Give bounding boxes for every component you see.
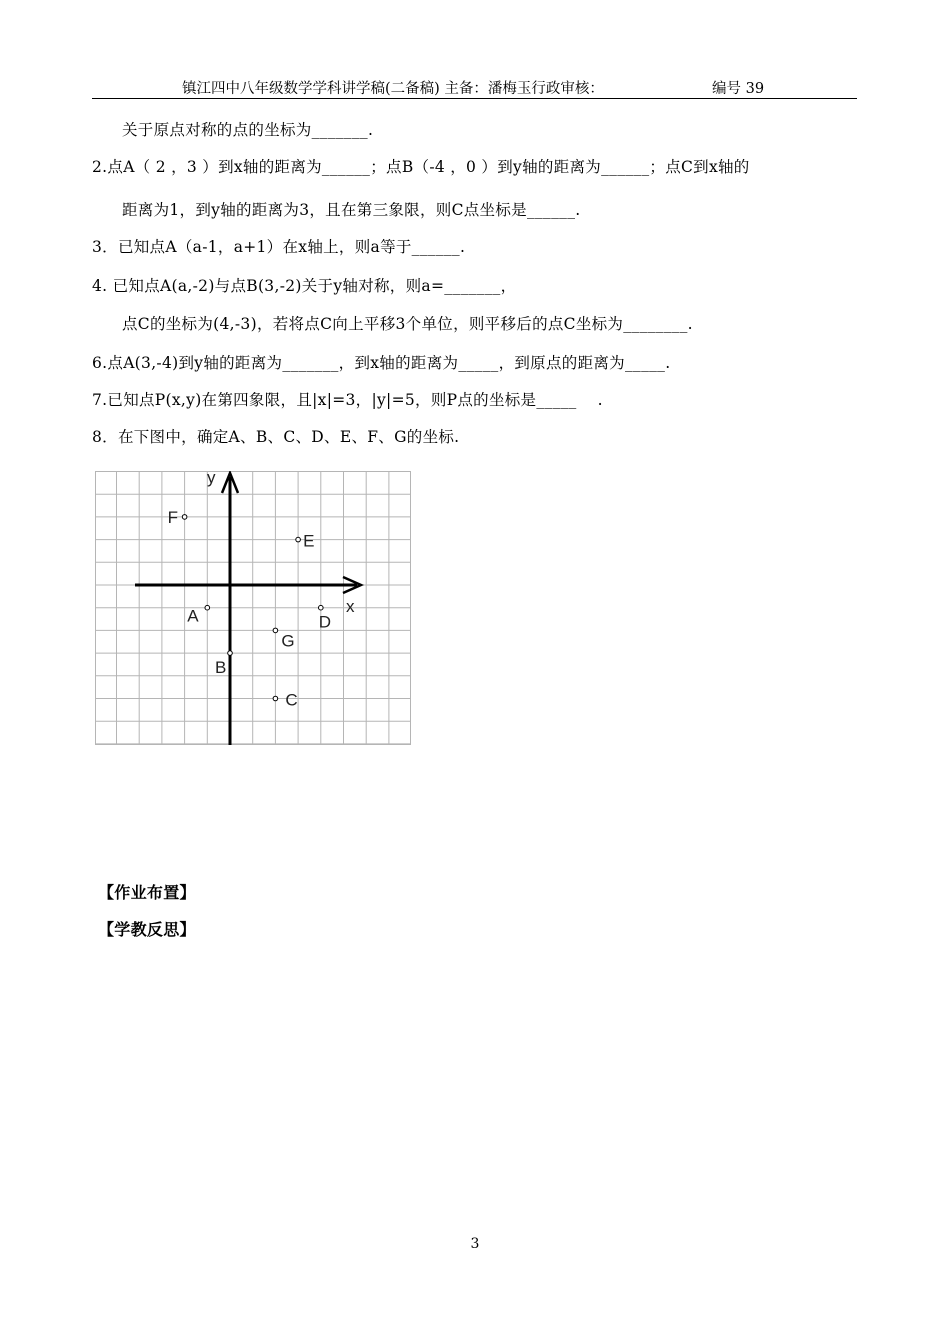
point-a-marker xyxy=(205,605,210,610)
point-g-marker xyxy=(273,628,278,633)
question-7: 7.已知点P(x,y)在第四象限，且|x|=3，|y|=5，则P点的坐标是_____ . xyxy=(92,391,603,409)
point-c-label: C xyxy=(285,690,298,710)
question-2: 2.点A（ 2 ，3 ）到x轴的距离为______；点B（-4 ，0 ）到y轴的距离为______；点C到x轴的 xyxy=(92,158,750,176)
point-b-marker xyxy=(228,651,233,656)
point-f-label: F xyxy=(167,507,178,527)
point-e-label: E xyxy=(303,531,315,551)
coordinate-grid-figure xyxy=(95,471,411,745)
page-header xyxy=(92,76,857,99)
y-axis-label: y xyxy=(207,471,216,487)
question-1-continuation: 关于原点对称的点的坐标为_______. xyxy=(122,121,374,139)
header-title: 镇江四中八年级数学学科讲学稿(二备稿) 主备：潘梅玉行政审核： xyxy=(182,81,604,97)
x-axis-label: x xyxy=(346,597,355,616)
homework-section-heading: 【作业布置】 xyxy=(98,883,196,902)
point-c-marker xyxy=(273,696,278,701)
point-b-label: B xyxy=(215,658,227,678)
question-2-continuation: 距离为1，到y轴的距离为3，且在第三象限，则C点坐标是______. xyxy=(122,201,581,219)
question-4-continuation: 点C的坐标为(4,-3)，若将点C向上平移3个单位，则平移后的点C坐标为________. xyxy=(122,315,693,333)
header-serial-number: 编号 39 xyxy=(712,81,765,97)
page-number: 3 xyxy=(470,1236,480,1252)
point-e-marker xyxy=(296,537,301,542)
point-g-label: G xyxy=(281,631,295,651)
point-d-label: D xyxy=(318,612,332,632)
question-4: 4. 已知点A(a,-2)与点B(3,-2)关于y轴对称，则a=_______， xyxy=(92,277,517,295)
reflection-section-heading: 【学教反思】 xyxy=(98,920,196,939)
point-f-marker xyxy=(182,515,187,520)
question-6: 6.点A(3,-4)到y轴的距离为_______，到x轴的距离为_____，到原点的距离为_____. xyxy=(92,354,671,372)
question-8: 8．在下图中，确定A、B、C、D、E、F、G的坐标. xyxy=(92,428,460,446)
point-a-label: A xyxy=(187,606,199,626)
point-d-marker xyxy=(319,605,324,610)
question-3: 3．已知点A（a-1，a+1）在x轴上，则a等于______. xyxy=(92,238,466,256)
